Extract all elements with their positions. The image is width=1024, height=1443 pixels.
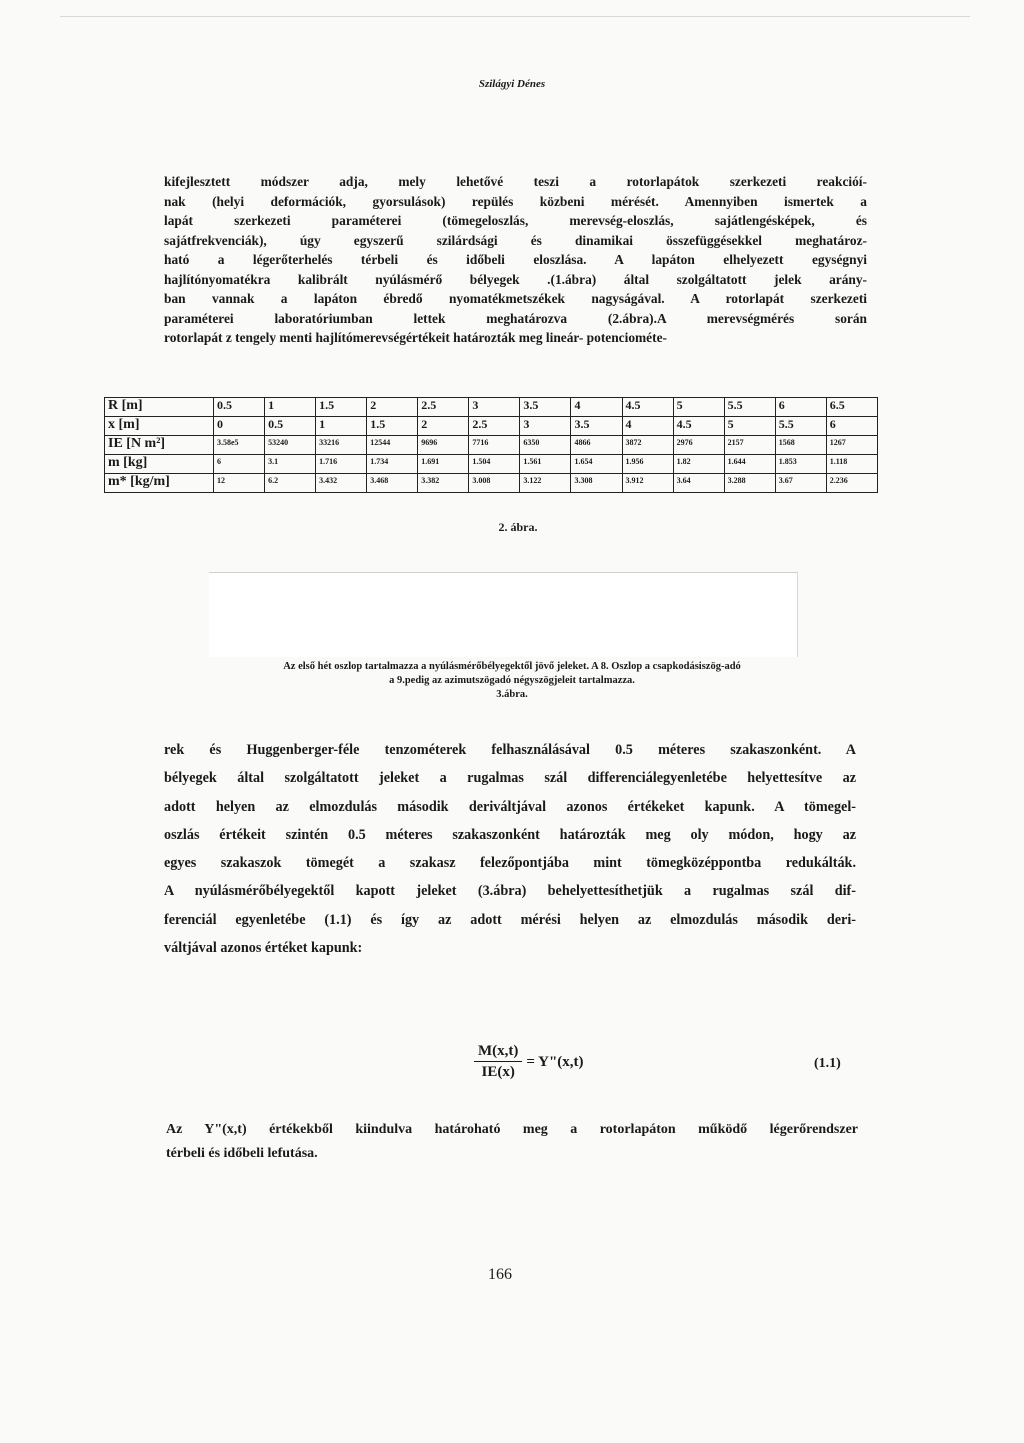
equation-rhs: = Y"(x,t) [526, 1053, 584, 1070]
table-cell: 6350 [520, 436, 571, 455]
table-cell: 7716 [469, 436, 520, 455]
table-row [105, 398, 878, 417]
table-cell: 3 [520, 417, 571, 436]
table-cell: 6 [826, 417, 877, 436]
row-label: R [m] [105, 398, 214, 417]
table-cell: 1 [316, 417, 367, 436]
table-cell: 0 [214, 417, 265, 436]
table-cell: 5.5 [775, 417, 826, 436]
table-cell: 0.5 [214, 398, 265, 417]
equation-denominator: IE(x) [481, 1064, 515, 1080]
table-cell: 1.561 [520, 455, 571, 474]
table-row [105, 417, 878, 436]
text-line: rek és Huggenberger-féle tenzométerek felhasználásával 0.5 méteres szakaszonként. A [164, 742, 856, 758]
table-cell: 1568 [775, 436, 826, 455]
text-line: kifejlesztett módszer adja, mely lehetővé teszi a rotorlapátok szerkezeti reakcióí- [164, 174, 867, 189]
table-cell: 3.67 [775, 474, 826, 493]
table-cell: 3.382 [418, 474, 469, 493]
table-cell: 6 [214, 455, 265, 474]
table-cell: 1.118 [826, 455, 877, 474]
table-cell: 9696 [418, 436, 469, 455]
table-cell: 3.912 [622, 474, 673, 493]
table-row [105, 474, 878, 493]
table-cell: 3.1 [265, 455, 316, 474]
equation-numerator: M(x,t) [474, 1043, 522, 1062]
table-cell: 1 [265, 398, 316, 417]
paragraph-method [164, 736, 856, 962]
equation-1-1 [474, 1043, 584, 1081]
table-cell: 3.432 [316, 474, 367, 493]
text-line: lapát szerkezeti paraméterei (tömegeloszlás, merevség-eloszlás, sajátlengésképek, és [164, 213, 867, 228]
table-cell: 5 [673, 398, 724, 417]
table-cell: 3.58e5 [214, 436, 265, 455]
table-cell: 1.734 [367, 455, 418, 474]
table-cell: 6.2 [265, 474, 316, 493]
text-line: egyes szakaszok tömegét a szakasz felezőpontjába mint tömegközéppontba redukálták. [164, 855, 856, 872]
page-number: 166 [488, 1266, 512, 1283]
table-cell: 1.716 [316, 455, 367, 474]
table-cell: 2 [367, 398, 418, 417]
row-label: IE [N m²] [105, 436, 214, 455]
table-cell: 3.468 [367, 474, 418, 493]
table-cell: 1.5 [367, 417, 418, 436]
table-cell: 3.008 [469, 474, 520, 493]
paragraph-intro [164, 172, 867, 348]
table-cell: 3.288 [724, 474, 775, 493]
table-cell: 4.5 [622, 398, 673, 417]
table-cell: 4866 [571, 436, 622, 455]
caption-line: Az első hét oszlop tartalmazza a nyúlásmérőbélyegektől jövő jeleket. A 8. Oszlop a csapkodásiszög-adó [283, 661, 741, 672]
page-top-rule [60, 16, 970, 17]
table-cell: 0.5 [265, 417, 316, 436]
table-row [105, 436, 878, 455]
paragraph-conclusion [166, 1118, 858, 1166]
text-line: ható a légerőterhelés térbeli és időbeli eloszlása. A lapáton elhelyezett egységnyi [164, 252, 867, 267]
text-line: térbeli és időbeli lefutása. [166, 1146, 318, 1161]
text-line: ferenciál egyenletébe (1.1) és így az adott mérési helyen az elmozdulás második deri- [164, 911, 856, 928]
caption-line: 3.ábra. [496, 689, 528, 700]
text-line: sajátfrekvenciák), úgy egyszerű szilárdsági és dinamikai összefüggésekkel meghatároz- [164, 232, 867, 248]
table-cell: 2.236 [826, 474, 877, 493]
table-cell: 4 [622, 417, 673, 436]
table-cell: 53240 [265, 436, 316, 455]
table-cell: 4.5 [673, 417, 724, 436]
text-line: nak (helyi deformációk, gyorsulások) repülés közbeni mérését. Amennyiben ismertek a [164, 193, 867, 209]
table-cell: 6.5 [826, 398, 877, 417]
table-cell: 1.504 [469, 455, 520, 474]
table-cell: 1.82 [673, 455, 724, 474]
table-cell: 2157 [724, 436, 775, 455]
equation-number: (1.1) [814, 1056, 841, 1071]
table-cell: 5.5 [724, 398, 775, 417]
text-line: A nyúlásmérőbélyegektől kapott jeleket (3.ábra) behelyettesíthetjük a rugalmas szál dif- [164, 883, 856, 900]
row-label: m* [kg/m] [105, 474, 214, 493]
equation-fraction [474, 1043, 522, 1081]
running-header: Szilágyi Dénes [478, 78, 546, 90]
table-cell: 3.5 [571, 417, 622, 436]
table-row [105, 455, 878, 474]
row-label: m [kg] [105, 455, 214, 474]
table-cell: 12 [214, 474, 265, 493]
text-line: váltjával azonos értéket kapunk: [164, 940, 363, 957]
table-cell: 6 [775, 398, 826, 417]
text-line: bélyegek által szolgáltatott jeleket a rugalmas szál differenciálegyenletébe helyettesítve az [164, 770, 856, 787]
text-line: adott helyen az elmozdulás második deriváltjával azonos értékeket kapunk. A tömegel- [164, 798, 856, 815]
table-cell: 1.691 [418, 455, 469, 474]
table-cell: 3872 [622, 436, 673, 455]
table-cell: 1.5 [316, 398, 367, 417]
text-line: oszlás értékeit szintén 0.5 méteres szakaszonként határozták meg oly módon, hogy az [164, 826, 856, 843]
table-cell: 1.654 [571, 455, 622, 474]
blade-parameters-table [104, 397, 878, 493]
table-cell: 1267 [826, 436, 877, 455]
text-line: rotorlapát z tengely menti hajlítómerevségértékeit határozták meg lineár- potenciométe- [164, 330, 667, 345]
caption-line: a 9.pedig az azimutszögadó négyszögjeleit tartalmazza. [389, 675, 635, 686]
table-cell: 4 [571, 398, 622, 417]
table-cell: 5 [724, 417, 775, 436]
row-label: x [m] [105, 417, 214, 436]
text-line: hajlítónyomatékra kalibrált nyúlásmérő bélyegek .(1.ábra) által szolgáltatott jelek arány- [164, 271, 867, 287]
table-cell: 3.5 [520, 398, 571, 417]
table-cell: 3.308 [571, 474, 622, 493]
table-cell: 1.853 [775, 455, 826, 474]
table-cell: 2.5 [418, 398, 469, 417]
figure-3-image [209, 572, 798, 657]
table-cell: 3 [469, 398, 520, 417]
table-cell: 12544 [367, 436, 418, 455]
table-cell: 2.5 [469, 417, 520, 436]
table-cell: 1.956 [622, 455, 673, 474]
text-line: Az Y"(x,t) értékekből kiindulva határoható meg a rotorlapáton működő légerőrendszer [166, 1122, 858, 1137]
figure-2-caption: 2. ábra. [498, 520, 538, 534]
text-line: paraméterei laboratóriumban lettek meghatározva (2.ábra).A merevségmérés során [164, 310, 867, 326]
text-line: ban vannak a lapáton ébredő nyomatékmetszékek nagyságával. A rotorlapát szerkezeti [164, 291, 867, 306]
table-cell: 3.64 [673, 474, 724, 493]
table-cell: 33216 [316, 436, 367, 455]
table-cell: 2976 [673, 436, 724, 455]
table-cell: 2 [418, 417, 469, 436]
figure-3-caption [150, 660, 874, 702]
table-cell: 1.644 [724, 455, 775, 474]
table-cell: 3.122 [520, 474, 571, 493]
